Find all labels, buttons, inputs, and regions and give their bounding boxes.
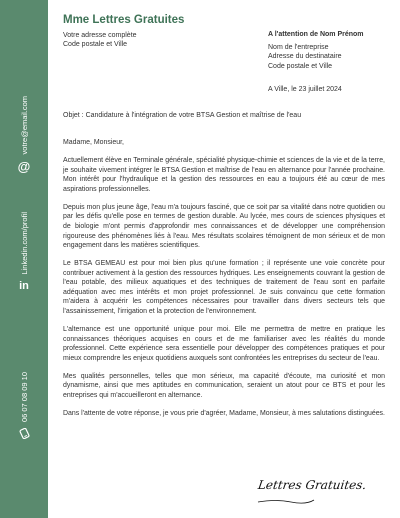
paragraph: Depuis mon plus jeune âge, l'eau m'a toujours fasciné, que ce soit par sa vitalité dans notre quotidien ou par les défis qu'elle pose en termes de gestion durable. Au lycée, mes cours de sciences physiques et de biologie m'ont permis d'approfondir mes connaissances et de développer une compréhension rigoureuse des phénomènes liés à l'eau. Mes résultats scolaires témoignent de mon sérieux et de mon engagement dans les matières scientifiques. (63, 203, 385, 250)
email-contact[interactable] (0, 96, 48, 173)
paragraph: Mes qualités personnelles, telles que mon sérieux, ma capacité d'écoute, ma curiosité et mon dynamisme, ainsi que mes aptitudes en communication, seraient un atout pour ce BTS et pour les entreprises qui m'accueilleront en alternance. (63, 372, 385, 400)
sender-name: Mme Lettres Gratuites (63, 14, 185, 26)
phone-contact[interactable] (0, 372, 48, 442)
recipient-company: Nom de l'entreprise (268, 43, 329, 51)
linkedin-contact[interactable] (0, 212, 48, 292)
email-text: votre@email.com (19, 96, 29, 155)
paragraph: Le BTSA GEMEAU est pour moi bien plus qu'une formation ; il représente une voie concrète pour contribuer activement à la gestion des ressources hydriques. Les enseignements couvrant la gestion de l'eau potable, des milieux aquatiques et des techniques de traitement de l'eau sont en parfaite adéquation avec mes intérêts et mon projet professionnel. Je suis convaincu que cette formation m'aidera à acquérir les compétences nécessaires pour travailler dans divers secteurs tels que l'assainissement, l'irrigation et la protection de l'environnement. (63, 260, 385, 316)
sender-block (63, 31, 137, 49)
phone-text: 06 07 08 09 10 (19, 372, 29, 423)
signature-flourish (256, 497, 316, 505)
salutation: Madame, Monsieur, (63, 139, 124, 146)
recipient-block (268, 30, 364, 71)
linkedin-text: Linkedin.com/profil (19, 212, 29, 275)
paragraph: L'alternance est une opportunité unique pour moi. Elle me permettra de mettre en pratique les connaissances théoriques acquises en cours et de me familiariser avec les réalités du monde professionnel. Cette expérience sera essentielle pour développer des compétences pratiques et pour mieux comprendre les enjeux quotidiens auxquels sont confrontées les entreprises du secteur de l'eau. (63, 326, 385, 362)
paragraph: Dans l'attente de votre réponse, je vous prie d'agréer, Madame, Monsieur, à mes salutations distinguées. (63, 410, 385, 417)
phone-icon (19, 428, 30, 442)
paragraph: Actuellement élève en Terminale générale, spécialité physique-chimie et sciences de la vie et de la terre, je souhaite vivement intégrer le BTSA Gestion et maîtrise de l'eau en alternance pour l'année prochaine. Mon intérêt pour l'hydraulique et la gestion des ressources en eau a toujours été au cœur de mes aspirations professionnelles. (63, 156, 385, 193)
sidebar (0, 0, 48, 518)
sender-city: Code postale et Ville (63, 41, 128, 48)
signature: Lettres Gratuites. (257, 478, 368, 492)
letter-body (63, 138, 385, 427)
recipient-attention: A l'attention de Nom Prénom (268, 31, 364, 38)
linkedin-icon: in (19, 279, 29, 292)
at-icon: @ (17, 159, 31, 175)
recipient-address: Adresse du destinataire (268, 53, 342, 60)
date-line: A Ville, le 23 juillet 2024 (268, 86, 342, 93)
recipient-city: Code postale et Ville (268, 62, 333, 70)
object-line: Objet : Candidature à l'intégration de votre BTSA Gestion et maîtrise de l'eau (63, 112, 302, 119)
sender-address: Votre adresse complète (63, 32, 137, 39)
